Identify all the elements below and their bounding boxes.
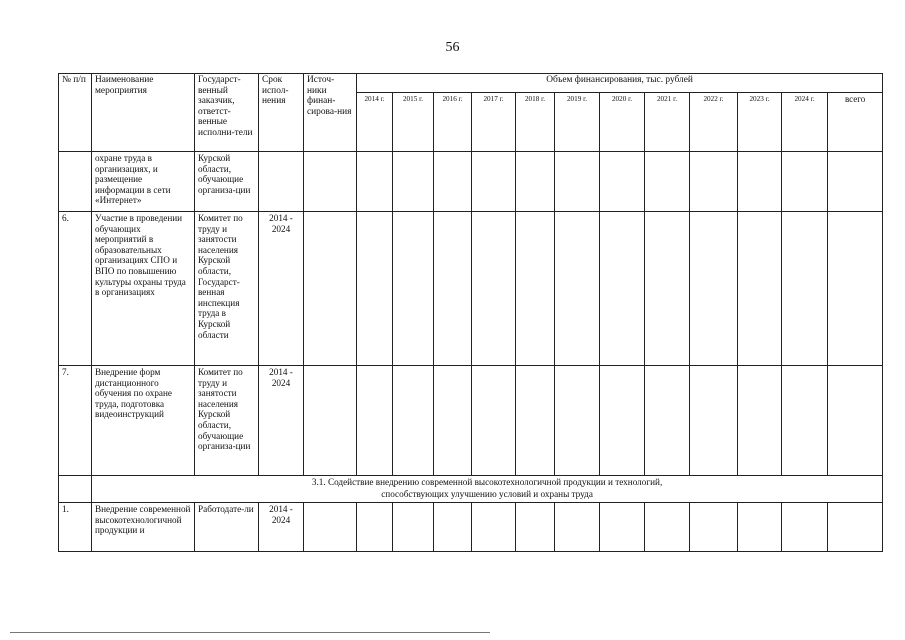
row-term: 2014 - 2024 <box>259 503 304 552</box>
financing-table <box>58 73 883 552</box>
year-header: 2024 г. <box>782 93 828 152</box>
row-term: 2014 - 2024 <box>259 212 304 366</box>
row-customer: Курской области, обучающие организа-ции <box>195 152 259 212</box>
row-num: 6. <box>59 212 92 366</box>
year-header: 2018 г. <box>516 93 555 152</box>
row-source <box>304 366 357 476</box>
row-name: Внедрение форм дистанционного обучения по охране труда, подготовка видеоинструкций <box>92 366 195 476</box>
row-num: 1. <box>59 503 92 552</box>
header-num: № п/п <box>59 74 92 152</box>
year-header: 2014 г. <box>357 93 393 152</box>
year-header: 2021 г. <box>645 93 690 152</box>
row-term <box>259 152 304 212</box>
row-term: 2014 - 2024 <box>259 366 304 476</box>
year-header: 2022 г. <box>690 93 738 152</box>
row-customer: Работодате-ли <box>195 503 259 552</box>
table-row <box>59 366 883 476</box>
page-number: 56 <box>445 40 460 55</box>
header-volume: Объем финансирования, тыс. рублей <box>357 74 883 93</box>
year-header: 2020 г. <box>600 93 645 152</box>
header-name: Наименование мероприятия <box>92 74 195 152</box>
section-title <box>92 476 883 503</box>
row-customer: Комитет по труду и занятости населения Курской области, обучающие организа-ции <box>195 366 259 476</box>
total-header: всего <box>828 93 883 152</box>
section-row <box>59 476 883 503</box>
year-header: 2019 г. <box>555 93 600 152</box>
row-source <box>304 152 357 212</box>
row-num: 7. <box>59 366 92 476</box>
year-header: 2023 г. <box>738 93 782 152</box>
row-num <box>59 152 92 212</box>
row-source <box>304 212 357 366</box>
row-name: Участие в проведении обучающих мероприятий в образовательных организациях СПО и ВПО по повышению культуры охраны труда в организациях <box>92 212 195 366</box>
section-title-line: 3.1. Содействие внедрению современной высокотехнологичной продукции и технологий, <box>311 477 663 487</box>
header-source: Источ-ники финан-сирова-ния <box>304 74 357 152</box>
year-header: 2016 г. <box>434 93 472 152</box>
row-name: Внедрение современной высокотехнологичной продукции и <box>92 503 195 552</box>
table-row <box>59 212 883 366</box>
footnote-divider <box>10 632 490 633</box>
year-header: 2015 г. <box>393 93 434 152</box>
section-title-line: способствующих улучшению условий и охраны труда <box>381 488 593 499</box>
table-header-row <box>59 74 883 93</box>
header-customer: Государст-венный заказчик, ответст-венные исполни-тели <box>195 74 259 152</box>
row-source <box>304 503 357 552</box>
year-header: 2017 г. <box>472 93 516 152</box>
header-term: Срок испол-нения <box>259 74 304 152</box>
table-row <box>59 152 883 212</box>
row-name: охране труда в организациях, и размещение информации в сети «Интернет» <box>92 152 195 212</box>
row-customer: Комитет по труду и занятости населения Курской области, Государст-венная инспекция труда в Курской области <box>195 212 259 366</box>
table-row <box>59 503 883 552</box>
